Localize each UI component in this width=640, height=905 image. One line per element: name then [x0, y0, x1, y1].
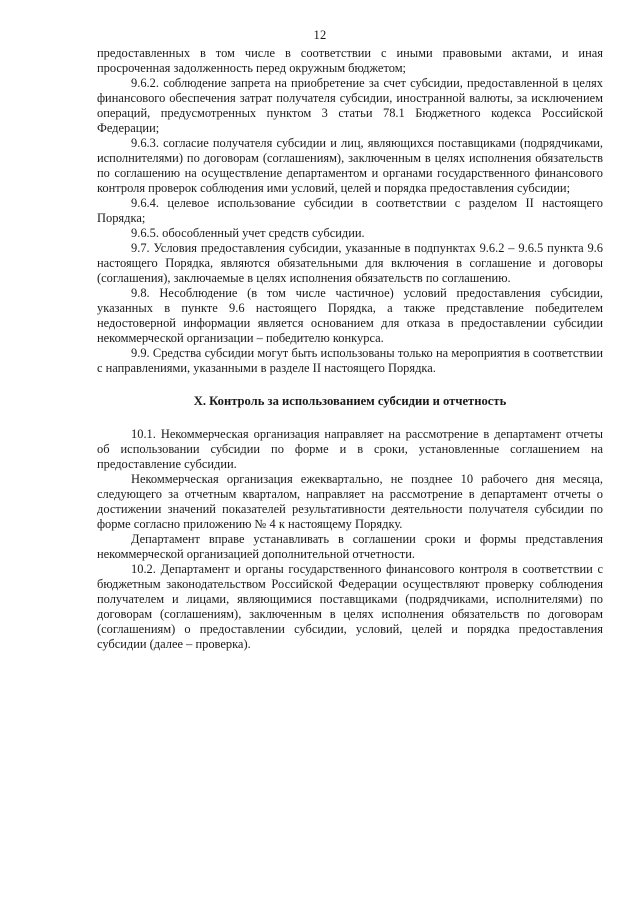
paragraph-additional-reporting: Департамент вправе устанавливать в соглашении сроки и формы представления некоммерческой организацией дополнительной отчетности. [97, 532, 603, 561]
paragraph-9-7: 9.7. Условия предоставления субсидии, указанные в подпунктах 9.6.2 – 9.6.5 пункта 9.6 настоящего Порядка, являются обязательными для включения в соглашение и договоры (соглашения), заключаемые в целях исполнения обязательств по соглашению. [97, 241, 603, 285]
paragraph-9-6-3: 9.6.3. согласие получателя субсидии и лиц, являющихся поставщиками (подрядчиками, исполнителями) по договорам (соглашениям), заключенным в целях исполнения обязательств по соглашению на осуществление департаментом и органами государственного финансового контроля проверок соблюдения ими условий, целей и порядка предоставления субсидии; [97, 136, 603, 195]
paragraph-10-2: 10.2. Департамент и органы государственного финансового контроля в соответствии с бюджетным законодательством Российской Федерации осуществляют проверку соблюдения получателем и лицами, являющимися поставщиками (подрядчиками, исполнителями) по договорам (соглашениям), заключенным в целях исполнения обязательств по договорам (соглашениям) о предоставлении субсидии, условий, целей и порядка предоставления субсидии (далее – проверка). [97, 562, 603, 651]
document-body [97, 46, 603, 652]
page-number: 12 [313, 28, 327, 42]
paragraph-quarterly-reports: Некоммерческая организация ежеквартально, не позднее 10 рабочего дня месяца, следующего за отчетным кварталом, направляет на рассмотрение в департамент отчеты о достижении значений показателей результативности деятельности получателя субсидии по форме согласно приложению № 4 к настоящему Порядку. [97, 472, 603, 531]
paragraph-9-8: 9.8. Несоблюдение (в том числе частичное) условий предоставления субсидии, указанных в пункте 9.6 настоящего Порядка, а также представление победителем недостоверной информации является основанием для отказа в предоставлении субсидии некоммерческой организации – победителю конкурса. [97, 286, 603, 345]
section-heading: X. Контроль за использованием субсидии и отчетность [193, 394, 507, 408]
paragraph-9-6-4: 9.6.4. целевое использование субсидии в соответствии с разделом II настоящего Порядка; [97, 196, 603, 225]
paragraph-9-6-5: 9.6.5. обособленный учет средств субсидии. [131, 226, 365, 240]
paragraph-10-1: 10.1. Некоммерческая организация направляет на рассмотрение в департамент отчеты об использовании субсидии по форме и в сроки, установленные соглашением на предоставление субсидии. [97, 427, 603, 471]
paragraph-continuation: предоставленных в том числе в соответствии с иными правовыми актами, и иная просроченная задолженность перед окружным бюджетом; [97, 46, 603, 75]
paragraph-9-9: 9.9. Средства субсидии могут быть использованы только на мероприятия в соответствии с направлениями, указанными в разделе II настоящего Порядка. [97, 346, 603, 375]
paragraph-9-6-2: 9.6.2. соблюдение запрета на приобретение за счет субсидии, предоставленной в целях финансового обеспечения затрат получателя субсидии, иностранной валюты, за исключением операций, предусмотренных пунктом 3 статьи 78.1 Бюджетного кодекса Российской Федерации; [97, 76, 603, 135]
